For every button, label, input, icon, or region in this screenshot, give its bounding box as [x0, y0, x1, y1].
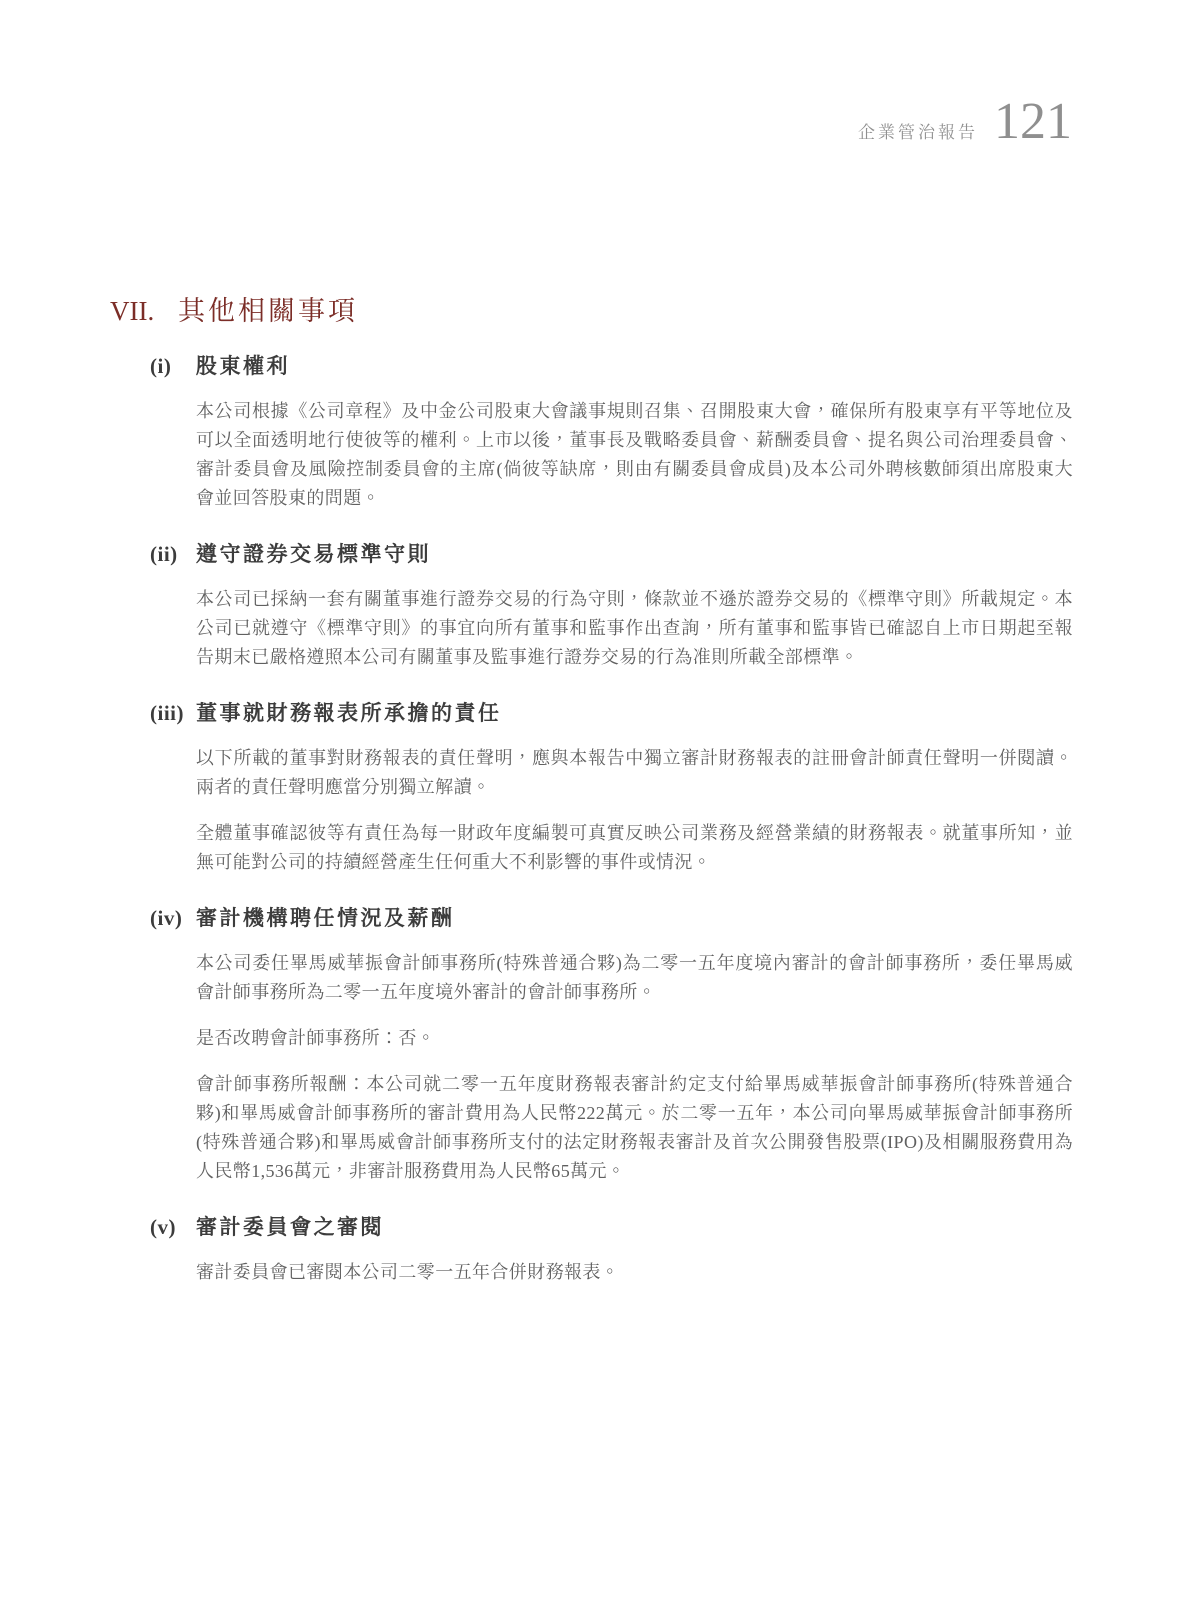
section-label: (i) [150, 354, 172, 378]
section-label: (iii) [150, 701, 184, 725]
section-body [196, 397, 1073, 513]
page-number: 121 [994, 93, 1072, 150]
section-body [196, 585, 1073, 672]
section-label: (v) [150, 1215, 176, 1239]
section-label: (ii) [150, 542, 178, 566]
section-title: 遵守證券交易標準守則 [196, 542, 431, 566]
main-heading-title: 其他相關事項 [178, 296, 358, 326]
section-body [196, 949, 1073, 1186]
section-title: 審計機構聘任情況及薪酬 [196, 906, 455, 930]
section-paragraph: 是否改聘會計師事務所：否。 [196, 1028, 436, 1048]
section-paragraph: 本公司根據《公司章程》及中金公司股東大會議事規則召集、召開股東大會，確保所有股東享有平等地位及可以全面透明地行使彼等的權利。上市以後，董事長及戰略委員會、薪酬委員會、提名與公司治理委員會、審計委員會及風險控制委員會的主席(倘彼等缺席，則由有關委員會成員)及本公司外聘核數師須出席股東大會並回答股東的問題。 [196, 401, 1073, 508]
section-body [196, 1258, 1073, 1287]
section-heading [150, 352, 1070, 380]
section-title: 股東權利 [196, 354, 290, 378]
report-section [150, 352, 1073, 513]
section-heading [150, 904, 1070, 932]
section-paragraph: 本公司已採納一套有關董事進行證券交易的行為守則，條款並不遜於證券交易的《標準守則》所載規定。本公司已就遵守《標準守則》的事宜向所有董事和監事作出查詢，所有董事和監事皆已確認自上市日期起至報告期末已嚴格遵照本公司有關董事及監事進行證券交易的行為准則所載全部標準。 [196, 589, 1073, 667]
section-paragraph: 本公司委任畢馬威華振會計師事務所(特殊普通合夥)為二零一五年度境內審計的會計師事務所，委任畢馬威會計師事務所為二零一五年度境外審計的會計師事務所。 [196, 953, 1073, 1002]
section-title: 董事就財務報表所承擔的責任 [196, 701, 502, 725]
section-paragraph: 審計委員會已審閱本公司二零一五年合併財務報表。 [196, 1262, 620, 1282]
section-body [196, 744, 1073, 877]
report-section [150, 540, 1073, 672]
report-section [150, 699, 1073, 877]
sections-list [150, 352, 1073, 1287]
main-heading-numeral: VII. [110, 296, 155, 326]
section-heading [150, 540, 1070, 568]
section-label: (iv) [150, 906, 183, 930]
section-heading [150, 1213, 1070, 1241]
header-section-name: 企業管治報告 [858, 123, 978, 142]
section-paragraph: 會計師事務所報酬：本公司就二零一五年度財務報表審計約定支付給畢馬威華振會計師事務所(特殊普通合夥)和畢馬威會計師事務所的審計費用為人民幣222萬元。於二零一五年，本公司向畢馬威華振會計師事務所(特殊普通合夥)和畢馬威會計師事務所支付的法定財務報表審計及首次公開發售股票(IPO)及相關服務費用為人民幣1,536萬元，非審計服務費用為人民幣65萬元。 [196, 1074, 1073, 1181]
main-heading [110, 294, 1070, 328]
section-paragraph: 全體董事確認彼等有責任為每一財政年度編製可真實反映公司業務及經營業績的財務報表。就董事所知，並無可能對公司的持續經營產生任何重大不利影響的事件或情況。 [196, 823, 1073, 872]
section-paragraph: 以下所載的董事對財務報表的責任聲明，應與本報告中獨立審計財務報表的註冊會計師責任聲明一併閱讀。兩者的責任聲明應當分別獨立解讀。 [196, 748, 1073, 797]
report-section [150, 904, 1073, 1186]
section-heading [150, 699, 1070, 727]
running-header [858, 93, 1072, 150]
report-section [150, 1213, 1070, 1287]
section-title: 審計委員會之審閱 [196, 1215, 384, 1239]
content-area [110, 294, 1073, 1287]
